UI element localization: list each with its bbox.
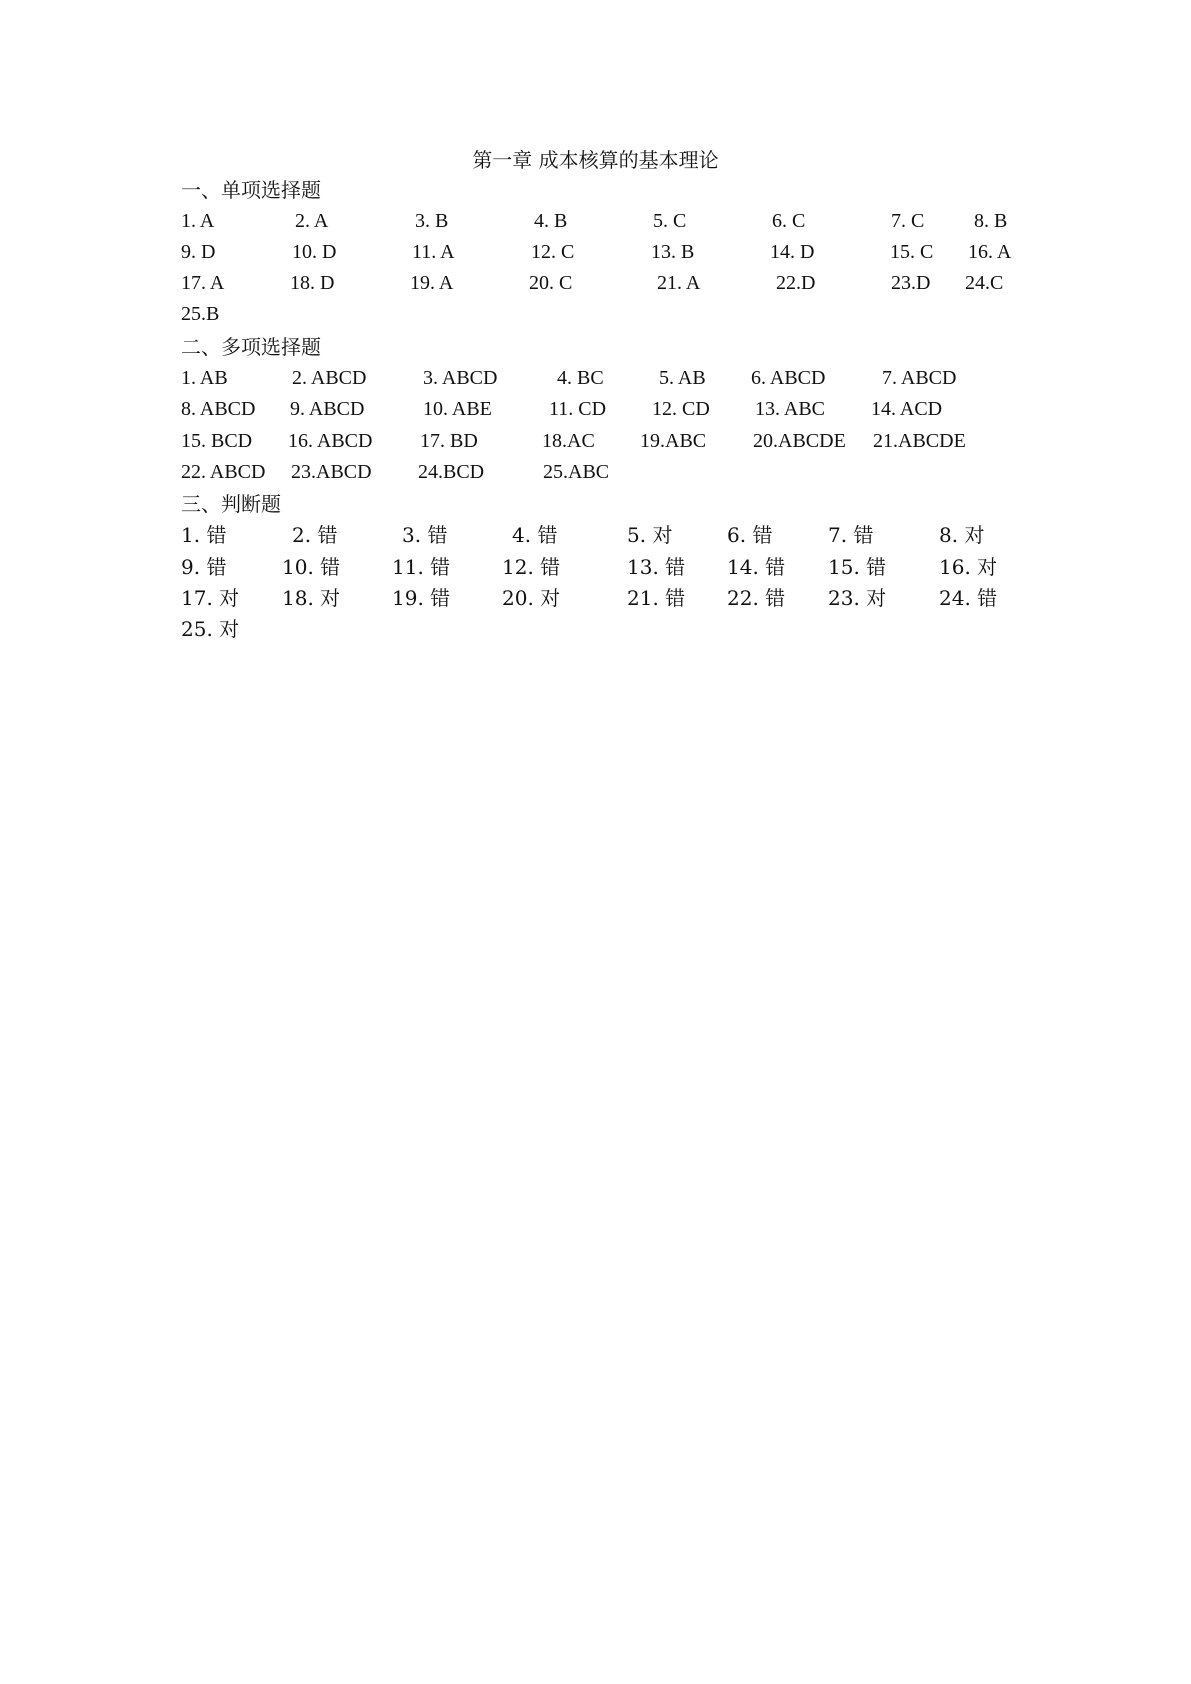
- answer-item: 5. C: [653, 210, 687, 232]
- answer-item: 16. 对: [939, 555, 998, 579]
- answer-item: 23. 对: [828, 586, 887, 610]
- answer-item: 21. A: [657, 272, 701, 294]
- answer-item: 10. D: [292, 241, 337, 263]
- answer-item: 9. 错: [181, 555, 227, 579]
- answer-item: 3. B: [415, 210, 449, 232]
- answer-item: 6. 错: [727, 523, 773, 547]
- answer-item: 9. ABCD: [290, 398, 365, 420]
- answer-item: 1. 错: [181, 523, 227, 547]
- answer-item: 22.D: [776, 272, 816, 294]
- answer-item: 8. 对: [939, 523, 985, 547]
- answer-item: 8. ABCD: [181, 398, 256, 420]
- answer-item: 7. 错: [828, 523, 874, 547]
- answer-item: 17. A: [181, 272, 225, 294]
- answer-item: 7. ABCD: [882, 367, 957, 389]
- answer-item: 12. CD: [652, 398, 710, 420]
- answer-item: 16. A: [968, 241, 1012, 263]
- answer-item: 22. ABCD: [181, 461, 266, 483]
- answer-row: [181, 553, 1081, 581]
- answer-item: 22. 错: [727, 586, 786, 610]
- answer-item: 24.C: [965, 272, 1004, 294]
- answer-item: 19.ABC: [640, 430, 707, 452]
- answer-item: 21.ABCDE: [873, 430, 966, 452]
- answer-item: 12. 错: [502, 555, 561, 579]
- answer-item: 6. C: [772, 210, 806, 232]
- answer-item: 2. A: [295, 210, 329, 232]
- chapter-title: 第一章 成本核算的基本理论: [472, 148, 719, 172]
- answer-item: 10. ABE: [423, 398, 492, 420]
- answer-item: 13. 错: [627, 555, 686, 579]
- answer-item: 1. A: [181, 210, 215, 232]
- answer-row: [181, 238, 1081, 266]
- answer-row: [181, 615, 1081, 643]
- answer-item: 15. 错: [828, 555, 887, 579]
- answer-item: 3. 错: [402, 523, 448, 547]
- answer-item: 14. 错: [727, 555, 786, 579]
- answer-item: 25.ABC: [543, 461, 610, 483]
- answer-item: 4. BC: [557, 367, 604, 389]
- answer-item: 1. AB: [181, 367, 228, 389]
- answer-item: 20. 对: [502, 586, 561, 610]
- answer-row: [181, 207, 1081, 235]
- answer-row: [181, 364, 1081, 392]
- answer-item: 7. C: [891, 210, 925, 232]
- answer-row: [181, 584, 1081, 612]
- answer-item: 24.BCD: [418, 461, 485, 483]
- answer-item: 18.AC: [542, 430, 595, 452]
- answer-row: [181, 427, 1081, 455]
- answer-row: [181, 395, 1081, 423]
- answer-item: 23.ABCD: [291, 461, 372, 483]
- answer-item: 23.D: [891, 272, 931, 294]
- answer-item: 4. B: [534, 210, 568, 232]
- answer-item: 19. 错: [392, 586, 451, 610]
- answer-item: 3. ABCD: [423, 367, 498, 389]
- answer-item: 10. 错: [282, 555, 341, 579]
- section-heading-single-choice: 一、单项选择题: [181, 178, 321, 202]
- answer-item: 25. 对: [181, 617, 240, 641]
- answer-row: [181, 458, 1081, 486]
- answer-item: 5. 对: [627, 523, 673, 547]
- answer-item: 2. ABCD: [292, 367, 367, 389]
- answer-row: [181, 269, 1081, 297]
- answer-item: 18. D: [290, 272, 335, 294]
- answer-item: 18. 对: [282, 586, 341, 610]
- answer-item: 4. 错: [512, 523, 558, 547]
- answer-item: 14. ACD: [871, 398, 943, 420]
- answer-item: 9. D: [181, 241, 216, 263]
- answer-item: 25.B: [181, 303, 220, 325]
- section-heading-true-false: 三、判断题: [181, 492, 281, 516]
- answer-item: 15. BCD: [181, 430, 253, 452]
- answer-item: 17. 对: [181, 586, 240, 610]
- answer-row: [181, 300, 1081, 328]
- answer-item: 11. A: [412, 241, 455, 263]
- answer-item: 14. D: [770, 241, 815, 263]
- answer-row: [181, 521, 1081, 549]
- answer-item: 8. B: [974, 210, 1008, 232]
- answer-item: 5. AB: [659, 367, 706, 389]
- answer-item: 12. C: [531, 241, 575, 263]
- answer-item: 20.ABCDE: [753, 430, 846, 452]
- answer-item: 11. 错: [392, 555, 451, 579]
- answer-item: 17. BD: [420, 430, 478, 452]
- answer-item: 6. ABCD: [751, 367, 826, 389]
- answer-item: 15. C: [890, 241, 934, 263]
- answer-item: 20. C: [529, 272, 573, 294]
- answer-item: 24. 错: [939, 586, 998, 610]
- answer-item: 2. 错: [292, 523, 338, 547]
- answer-item: 19. A: [410, 272, 454, 294]
- answer-item: 13. B: [651, 241, 695, 263]
- answer-item: 13. ABC: [755, 398, 826, 420]
- answer-item: 16. ABCD: [288, 430, 373, 452]
- section-heading-multiple-choice: 二、多项选择题: [181, 335, 321, 359]
- answer-item: 21. 错: [627, 586, 686, 610]
- answer-item: 11. CD: [549, 398, 607, 420]
